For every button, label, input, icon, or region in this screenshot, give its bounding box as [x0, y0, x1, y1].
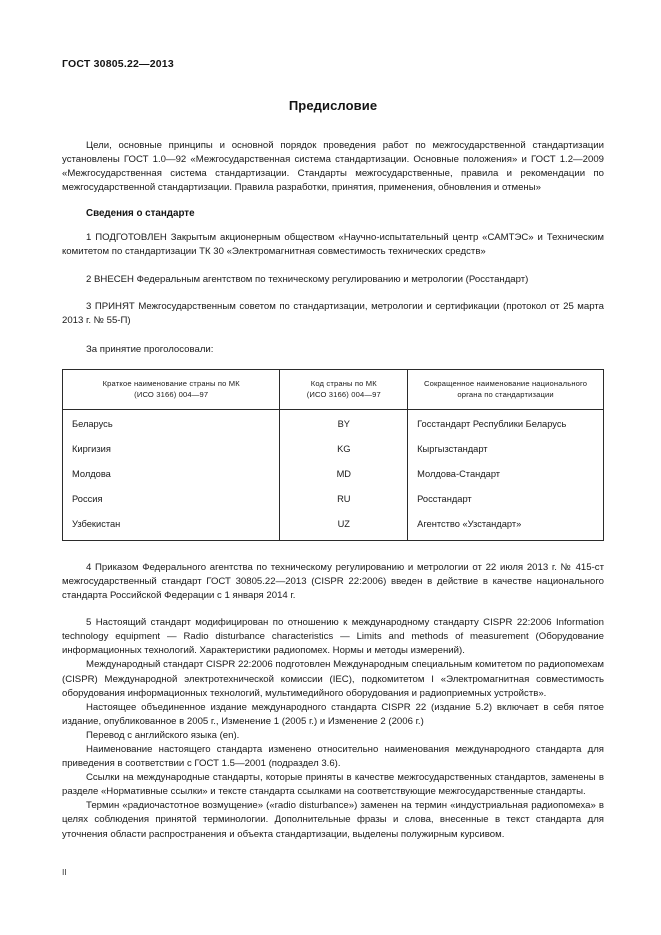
column-header-country-line2: (ИСО 3166) 004—97 — [134, 390, 209, 400]
standard-info-heading: Сведения о стандарте — [86, 208, 195, 220]
column-header-code — [280, 369, 408, 409]
vote-label: За принятие проголосовали: — [86, 343, 214, 355]
standard-info-item-5-group — [62, 616, 604, 842]
standard-info-item-5a: 5 Настоящий стандарт модифицирован по отношению к международному стандарту CISPR 22:2006 Information technology equipment — Radio disturbance characteristics — Limits and methods of measurement (Оборудование информационных технологий. Характеристики радиопомех. Нормы и методы измерений). — [62, 617, 604, 657]
standard-info-item-5f: Ссылки на международные стандарты, которые приняты в качестве межгосударственных стандартов, заменены в разделе «Нормативные ссылки» и тексте стандарта ссылками на соответствующие межгосударственные стандарты. — [62, 772, 604, 798]
standard-info-item-4: 4 Приказом Федерального агентства по техническому регулированию и метрологии от 22 июля 2013 г. № 415-ст межгосударственный стандарт ГОСТ 30805.22—2013 (CISPR 22:2006) введен в действие в качестве национального стандарта Российской Федерации с 1 января 2014 г. — [62, 561, 604, 602]
cell-code: UZ — [280, 512, 408, 541]
column-header-code-line2: (ИСО 3166) 004—97 — [306, 390, 381, 400]
cell-country: Беларусь — [63, 409, 280, 437]
cell-country: Узбекистан — [63, 512, 280, 541]
column-header-body — [408, 369, 604, 409]
countries-table — [62, 369, 604, 541]
cell-country: Россия — [63, 487, 280, 512]
table-row — [63, 462, 604, 487]
table-row — [63, 437, 604, 462]
cell-country: Киргизия — [63, 437, 280, 462]
table-row — [63, 409, 604, 437]
cell-code: KG — [280, 437, 408, 462]
page-number: II — [62, 867, 67, 877]
cell-body: Агентство «Узстандарт» — [408, 512, 604, 541]
cell-country: Молдова — [63, 462, 280, 487]
standard-info-item-5g: Термин «радиочастотное возмущение» («radio disturbance») заменен на термин «индустриальная радиопомеха» в целях соблюдения принятой терминологии. Дополнительные фразы и слова, внесенные в текст стандарта для уточнения области распространения и объекта стандартизации, выделены полужирным курсивом. — [62, 800, 604, 840]
cell-body: Росстандарт — [408, 487, 604, 512]
column-header-country-line1: Краткое наименование страны по МК — [102, 378, 240, 388]
table-header-row — [63, 369, 604, 409]
standard-info-item-5c: Настоящее объединенное издание международного стандарта CISPR 22 (издание 5.2) включает в себя пятое издание, опубликованное в 2005 г., Изменение 1 (2005 г.) и Изменение 2 (2006 г.) — [62, 701, 604, 727]
cell-body: Госстандарт Республики Беларусь — [408, 409, 604, 437]
column-header-body-line1: Сокращенное наименование национального — [423, 378, 588, 388]
document-code: ГОСТ 30805.22—2013 — [62, 58, 174, 70]
column-header-code-line1: Код страны по МК — [310, 378, 377, 388]
table-row — [63, 487, 604, 512]
standard-info-item-5b: Международный стандарт CISPR 22:2006 подготовлен Международным специальным комитетом по радиопомехам (CISPR) Международной электротехнической комиссии (IEC), подкомитетом I «Электромагнитная совместимость оборудования информационных технологий, мультимедийного оборудования и радиоприемных устройств». — [62, 659, 604, 699]
cell-code: BY — [280, 409, 408, 437]
standard-info-item-3: 3 ПРИНЯТ Межгосударственным советом по стандартизации, метрологии и сертификации (протокол от 25 марта 2013 г. № 55-П) — [62, 300, 604, 326]
cell-body: Кыргызстандарт — [408, 437, 604, 462]
standard-info-item-1: 1 ПОДГОТОВЛЕН Закрытым акционерным обществом «Научно-испытательный центр «САМТЭС» и Техническим комитетом по стандартизации ТК 30 «Электромагнитная совместимость технических средств» — [62, 232, 604, 258]
cell-body: Молдова-Стандарт — [408, 462, 604, 487]
cell-code: RU — [280, 487, 408, 512]
foreword-intro-paragraph: Цели, основные принципы и основной порядок проведения работ по межгосударственной стандартизации установлены ГОСТ 1.0—92 «Межгосударственная система стандартизации. Основные положения» и ГОСТ 1.2—2009 «Межгосударственная система стандартизации. Стандарты межгосударственные, правила и рекомендации по межгосударственной стандартизации. Правила разработки, принятия, применения, обновления и отмены» — [62, 140, 604, 194]
standard-info-item-5e: Наименование настоящего стандарта изменено относительно наименования международного стандарта для приведения в соответствии с ГОСТ 1.5—2001 (подраздел 3.6). — [62, 743, 604, 770]
cell-code: MD — [280, 462, 408, 487]
standard-info-item-2: 2 ВНЕСЕН Федеральным агентством по техническому регулированию и метрологии (Росстандарт) — [86, 273, 529, 285]
column-header-country — [63, 369, 280, 409]
table-row — [63, 512, 604, 541]
standard-info-item-5d: Перевод с английского языка (en). — [86, 729, 240, 741]
column-header-body-line2: органа по стандартизации — [457, 390, 554, 400]
page-title: Предисловие — [288, 98, 378, 113]
